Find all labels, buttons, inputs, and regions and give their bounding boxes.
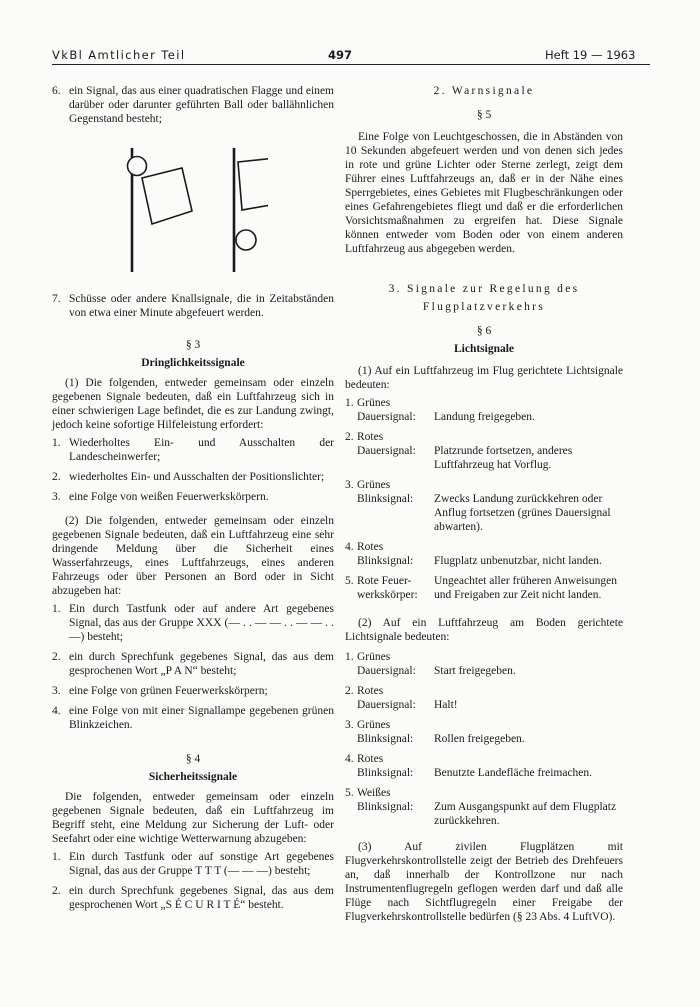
issue-label: Heft 19 — 1963 xyxy=(545,48,636,62)
signal-meaning: Start freigegeben. xyxy=(434,665,516,677)
signal-meaning: Landung freigegeben. xyxy=(434,411,535,423)
flight-signal-row xyxy=(345,430,623,472)
urgency-item-2 xyxy=(52,470,334,484)
item-number: 1. xyxy=(52,437,61,449)
item-number: 1. xyxy=(52,603,61,615)
signal-type: Blinksignal: xyxy=(357,555,414,567)
list-item-6 xyxy=(52,84,334,126)
item-text: eine Folge von grünen Feuerwerkskörpern; xyxy=(69,685,268,697)
signal-color: Rotes xyxy=(357,541,384,553)
ground-signal-list xyxy=(345,650,623,828)
signal-meaning: Ungeachtet aller früheren Anweisungen und Freigaben zur Zeit nicht landen. xyxy=(434,575,617,601)
item-number: 1. xyxy=(52,851,61,863)
urgency-message-intro: (2) Die folgenden, entweder gemeinsam oder einzeln gegebenen Signale bedeuten, daß ein Luftfahrzeug eine sehr dringende Meldung über die Sicherheit eines Wasserfahrzeugs, eines Luftfahrzeugs, eines anderen Fahrzeugs oder über Personen an Bord oder in Sicht abzugeben hat: xyxy=(52,515,334,597)
item-number: 7. xyxy=(52,293,61,305)
message-item-3 xyxy=(52,684,334,698)
signal-type: Blinksignal: xyxy=(357,493,414,505)
signal-color: Grünes xyxy=(357,651,391,663)
paragraph-4-mark: § 4 xyxy=(185,753,201,765)
signal-color: Rote Feuer- xyxy=(357,575,412,587)
list-item-7 xyxy=(52,292,334,320)
item-text: Schüsse oder andere Knallsignale, die in Zeitabständen von etwa einer Minute abgefeuert werden. xyxy=(69,293,334,319)
right-column xyxy=(345,84,623,924)
traffic-signals-heading-line2: Flugplatzverkehrs xyxy=(422,301,546,313)
item-text: wiederholtes Ein- und Ausschalten der Positionslichter; xyxy=(69,471,325,483)
flight-signal-row xyxy=(345,540,623,568)
signal-number: 1. xyxy=(345,651,354,663)
item-number: 6. xyxy=(52,85,61,97)
signal-meaning: Zwecks Landung zurückkehren oder Anflug fortsetzen (grünes Dauersignal abwarten). xyxy=(434,493,611,533)
item-text: ein Signal, das aus einer quadratischen Flagge und einem darüber oder darunter geführten Ball oder ballähnlichen Gegenstand besteht; xyxy=(69,85,334,125)
item-number: 2. xyxy=(52,471,61,483)
item-number: 3. xyxy=(52,491,61,503)
signal-type: Blinksignal: xyxy=(357,733,414,745)
flight-signals-intro: (1) Auf ein Luftfahrzeug im Flug gerichtete Lichtsignale bedeuten: xyxy=(345,365,623,391)
square-flag-right xyxy=(238,158,268,210)
paragraph-5-mark: § 5 xyxy=(476,109,492,121)
item-text: Ein durch Tastfunk oder auf andere Art gegebenes Signal, das aus der Gruppe XXX (— . . — — . . — — . . —) besteht; xyxy=(69,603,334,643)
warning-signals-heading: 2. Warnsignale xyxy=(433,85,535,97)
item-number: 2. xyxy=(52,885,61,897)
signal-meaning: Platzrunde fortsetzen, anderes Luftfahrzeug hat Vorflug. xyxy=(434,445,573,471)
signal-number: 2. xyxy=(345,431,354,443)
signal-meaning: Rollen freigegeben. xyxy=(434,733,525,745)
ball-top xyxy=(128,157,147,176)
ground-signal-row xyxy=(345,718,623,746)
item-number: 4. xyxy=(52,705,61,717)
signal-number: 4. xyxy=(345,541,354,553)
item-number: 2. xyxy=(52,651,61,663)
paragraph-3-mark: § 3 xyxy=(185,339,201,351)
signal-type: werkskörper: xyxy=(357,589,418,601)
signal-number: 3. xyxy=(345,719,354,731)
header-rule xyxy=(52,64,650,65)
message-item-4 xyxy=(52,704,334,732)
paragraph-6-mark: § 6 xyxy=(476,325,492,337)
section-title-urgency: Dringlichkeitssignale xyxy=(141,357,245,369)
signal-number: 5. xyxy=(345,787,354,799)
safety-item-2 xyxy=(52,884,334,912)
flight-signal-row xyxy=(345,396,623,424)
flight-signal-row xyxy=(345,478,623,534)
signal-number: 5. xyxy=(345,575,354,587)
signal-type: Blinksignal: xyxy=(357,801,414,813)
item-text: eine Folge von mit einer Signallampe gegebenen grünen Blinkzeichen. xyxy=(69,705,334,731)
signal-type: Blinksignal: xyxy=(357,767,414,779)
urgency-item-3 xyxy=(52,490,334,504)
signal-color: Rotes xyxy=(357,431,384,443)
rotating-beacon-paragraph: (3) Auf zivilen Flugplätzen mit Flugverkehrskontrollstelle zeigt der Betrieb des Drehfeuers an, daß innerhalb der Kontrollzone nur nach Instrumentenflugregeln geflogen werden darf und daß alle Flüge nach Sichtflugregeln einer Freigabe der Flugverkehrskontrollstelle bedürfen (§ 23 Abs. 4 LuftVO). xyxy=(345,841,623,923)
signal-color: Grünes xyxy=(357,397,391,409)
signal-meaning: Zum Ausgangspunkt auf dem Flugplatz zurückkehren. xyxy=(434,801,617,827)
ball-bottom xyxy=(236,230,256,250)
signal-color: Rotes xyxy=(357,753,384,765)
safety-item-1 xyxy=(52,850,334,878)
signal-number: 1. xyxy=(345,397,354,409)
page-number: 497 xyxy=(328,48,353,62)
signal-meaning: Flugplatz unbenutzbar, nicht landen. xyxy=(434,555,602,567)
signal-number: 4. xyxy=(345,753,354,765)
square-flag-left xyxy=(142,168,192,224)
signal-color: Rotes xyxy=(357,685,384,697)
signal-number: 3. xyxy=(345,479,354,491)
ground-signal-row xyxy=(345,650,623,678)
message-item-2 xyxy=(52,650,334,678)
ground-signal-row xyxy=(345,752,623,780)
warning-signal-text: Eine Folge von Leuchtgeschossen, die in Abständen von 10 Sekunden abgefeuert werden und von denen sich jedes in rote und grüne Lichter oder Sterne zerlegt, zeigt dem Führer eines Luftfahrzeugs an, daß er in der Nähe eines Sperrgebietes, eines Gebietes mit Flugbeschränkungen oder eines Gefahrengebietes fliegt und daß er die erforderlichen Vorsichtsmaßnahmen zu ergreifen hat. Diese Signale können entweder vom Boden oder von einem anderen Luftfahrzeug aus abgegeben werden. xyxy=(345,131,623,255)
safety-intro: Die folgenden, entweder gemeinsam oder einzeln gegebenen Signale bedeuten, daß ein Luftfahrzeug im Begriff steht, eine Meldung zur Sicherung der Luft- oder Seefahrt oder eine wichtige Wetterwarnung abzugeben: xyxy=(52,791,334,845)
ground-signals-intro: (2) Auf ein Luftfahrzeug am Boden gerichtete Lichtsignale bedeuten: xyxy=(345,617,623,643)
ground-signal-row xyxy=(345,684,623,712)
urgency-intro: (1) Die folgenden, entweder gemeinsam oder einzeln gegebenen Signale bedeuten, daß ein Luftfahrzeug sich in einer schwierigen Lage befindet, die es zur Landung zwingt, jedoch keine sofortige Hilfeleistung erfordert: xyxy=(52,377,334,431)
flight-signal-list xyxy=(345,396,623,602)
urgency-item-1 xyxy=(52,436,334,464)
item-text: eine Folge von weißen Feuerwerkskörpern. xyxy=(69,491,269,503)
message-item-1 xyxy=(52,602,334,644)
signal-type: Dauersignal: xyxy=(357,411,416,423)
running-header-title: VkBl Amtlicher Teil xyxy=(52,48,186,62)
flight-signal-row xyxy=(345,574,623,602)
signal-meaning: Benutzte Landefläche freimachen. xyxy=(434,767,593,779)
item-text: Wiederholtes Ein- und Ausschalten der Landescheinwerfer; xyxy=(69,437,334,463)
flag-ball-signal-figure xyxy=(118,146,268,276)
item-number: 3. xyxy=(52,685,61,697)
left-column xyxy=(52,84,334,912)
section-title-safety: Sicherheitssignale xyxy=(148,771,238,783)
signal-meaning: Halt! xyxy=(434,699,458,711)
ground-signal-row xyxy=(345,786,623,828)
signal-type: Dauersignal: xyxy=(357,665,416,677)
signal-color: Grünes xyxy=(357,719,391,731)
item-text: ein durch Sprechfunk gegebenes Signal, das aus dem gesprochenen Wort „P A N“ besteht; xyxy=(69,651,334,677)
signal-color: Grünes xyxy=(357,479,391,491)
signal-color: Weißes xyxy=(357,787,391,799)
signal-number: 2. xyxy=(345,685,354,697)
item-text: ein durch Sprechfunk gegebenes Signal, das aus dem gesprochenen Wort „S É C U R I T É“ besteht. xyxy=(69,885,334,911)
section-title-light-signals: Lichtsignale xyxy=(453,343,515,355)
signal-type: Dauersignal: xyxy=(357,699,416,711)
traffic-signals-heading-line1: 3. Signale zur Regelung des xyxy=(388,283,580,295)
signal-type: Dauersignal: xyxy=(357,445,416,457)
item-text: Ein durch Tastfunk oder auf sonstige Art gegebenes Signal, das aus der Gruppe T T T (— — —) besteht; xyxy=(69,851,334,877)
